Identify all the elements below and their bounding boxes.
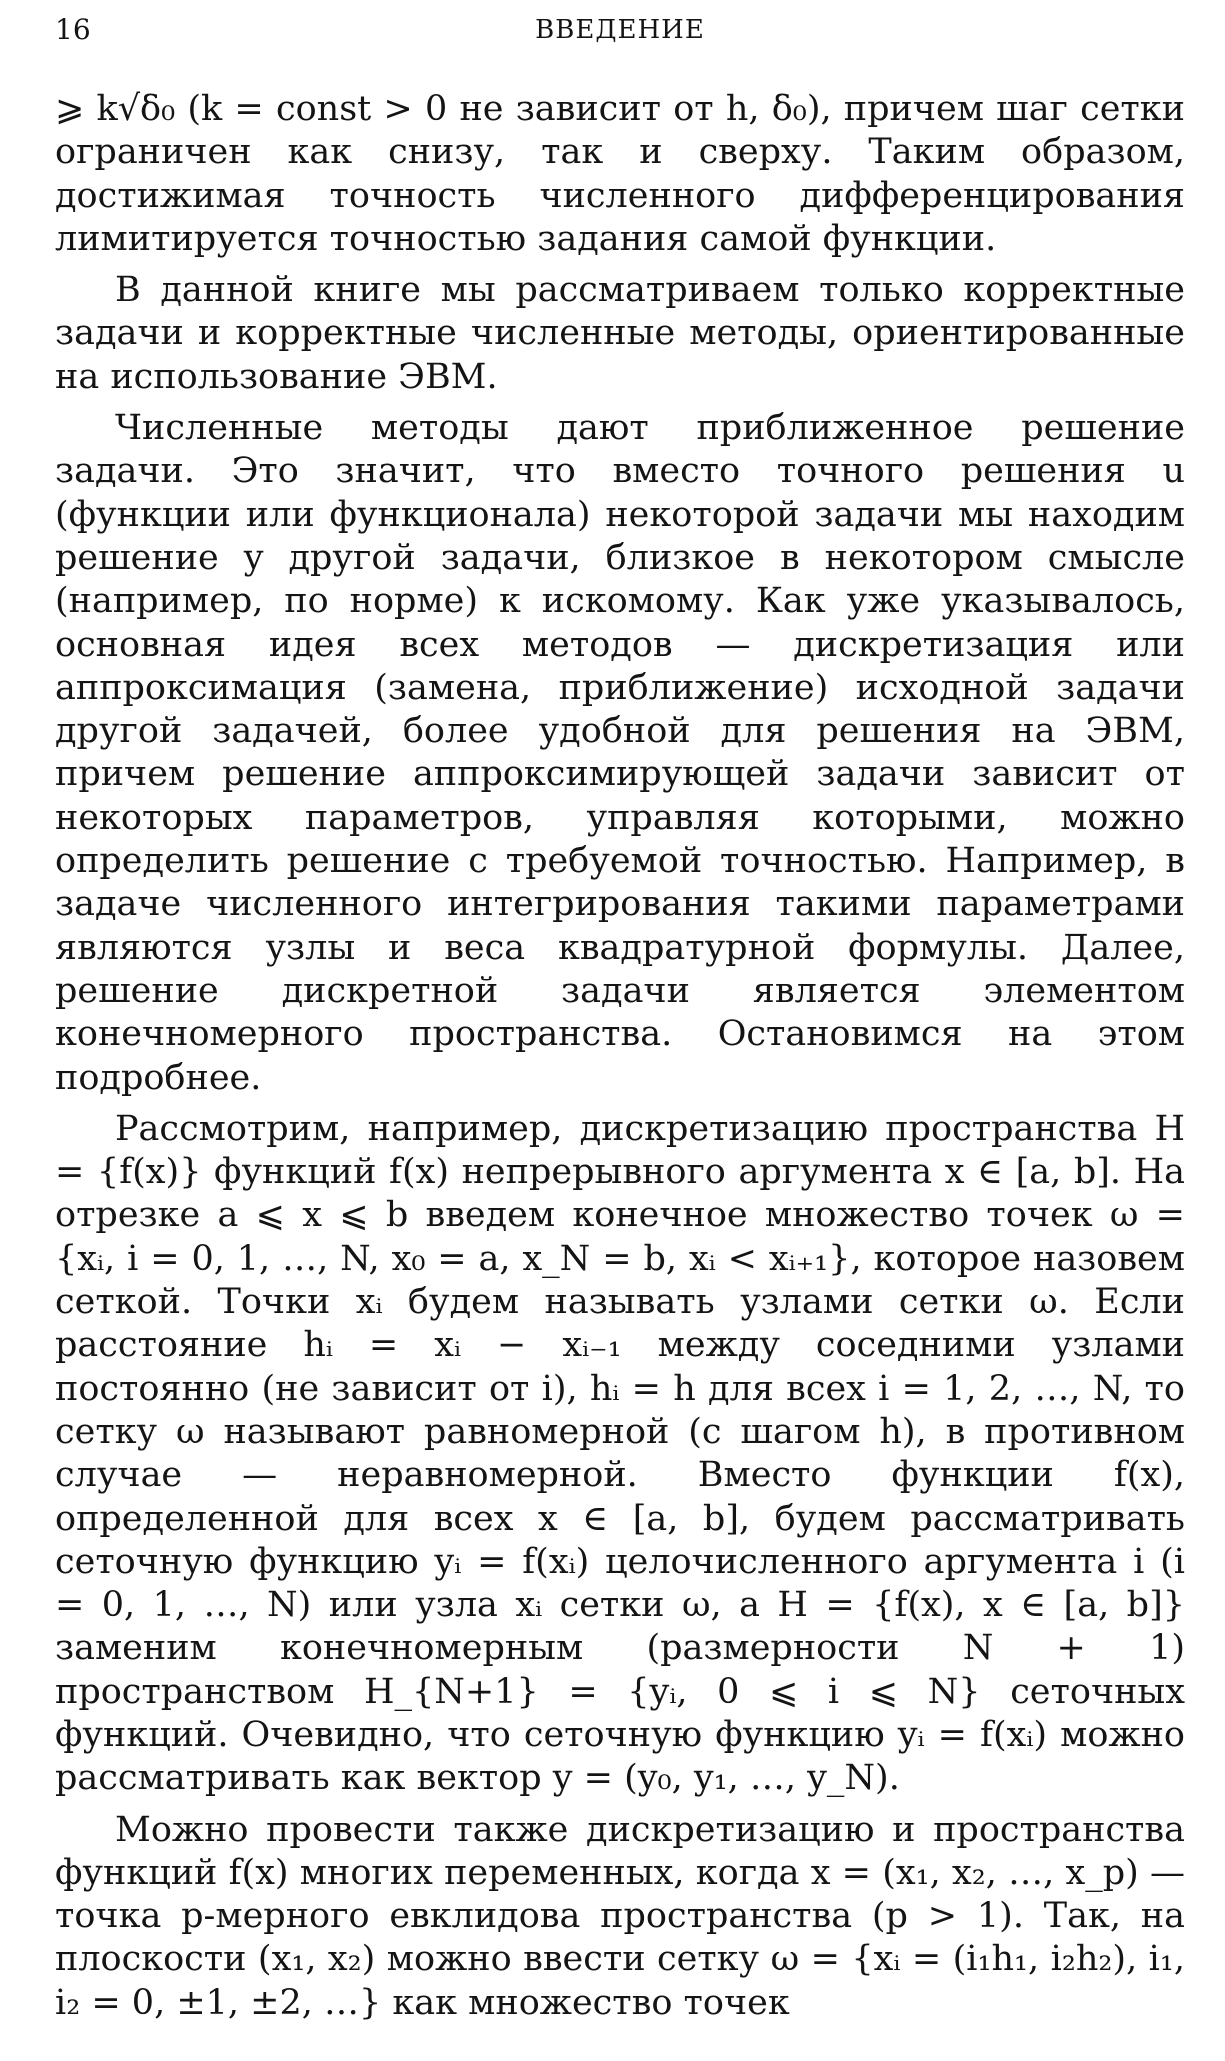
paragraph-numerical-methods: Численные методы дают приближенное решение задачи. Это значит, что вместо точного решения u (функции или функционала) некоторой задачи мы находим решение y другой задачи, близкое в некотором смысле (например, по норме) к искомому. Как уже указывалось, основная идея всех методов — дискретизация или аппроксимация (замена, приближение) исходной задачи другой задачей, более удобной для решения на ЭВМ, причем решение аппроксимирующей задачи зависит от некоторых параметров, управляя которыми, можно определить решение с требуемой точностью. Например, в задаче численного интегрирования такими параметрами являются узлы и веса квадратурной формулы. Далее, решение дискретной задачи является элементом конечномерного пространства. Остановимся на этом подробнее. — [55, 408, 1185, 1098]
paragraph-discretization-multivariate: Можно провести также дискретизацию и пространства функций f(x) многих переменных, когда x = (x₁, x₂, …, x_p) — точка p-мерного евклидова пространства (p > 1). Так, на плоскости (x₁, x₂) можно ввести сетку ω = {xᵢ = (i₁h₁, i₂h₂), i₁, i₂ = 0, ±1, ±2, …} как множество точек — [55, 1809, 1185, 2023]
paragraph-scope: В данной книге мы рассматриваем только корректные задачи и корректные численные методы, ориентированные на использование ЭВМ. — [55, 270, 1185, 397]
paragraph-continuation: ⩾ k√δ₀ (k = const > 0 не зависит от h, δ₀), причем шаг сетки ограничен как снизу, так и сверху. Таким образом, достижимая точность численного дифференцирования лимитируется точностью задания самой функции. — [55, 89, 1185, 259]
page-body — [55, 88, 1185, 2025]
page-header — [55, 10, 1185, 50]
page-number: 16 — [55, 13, 91, 46]
book-page — [55, 0, 1185, 2061]
paragraph-discretization-1d: Рассмотрим, например, дискретизацию пространства H = {f(x)} функций f(x) непрерывного аргумента x ∈ [a, b]. На отрезке a ⩽ x ⩽ b введем конечное множество точек ω = {xᵢ, i = 0, 1, …, N, x₀ = a, x_N = b, xᵢ < xᵢ₊₁}, которое назовем сеткой. Точки xᵢ будем называть узлами сетки ω. Если расстояние hᵢ = xᵢ − xᵢ₋₁ между соседними узлами постоянно (не зависит от i), hᵢ = h для всех i = 1, 2, …, N, то сетку ω называют равномерной (с шагом h), в противном случае — неравномерной. Вместо функции f(x), определенной для всех x ∈ [a, b], будем рассматривать сеточную функцию yᵢ = f(xᵢ) целочисленного аргумента i (i = 0, 1, …, N) или узла xᵢ сетки ω, а H = {f(x), x ∈ [a, b]} заменим конечномерным (размерности N + 1) пространством H_{N+1} = {yᵢ, 0 ⩽ i ⩽ N} сеточных функций. Очевидно, что сеточную функцию yᵢ = f(xᵢ) можно рассматривать как вектор y = (y₀, y₁, …, y_N). — [55, 1108, 1185, 1799]
running-title: ВВЕДЕНИЕ — [535, 15, 705, 45]
